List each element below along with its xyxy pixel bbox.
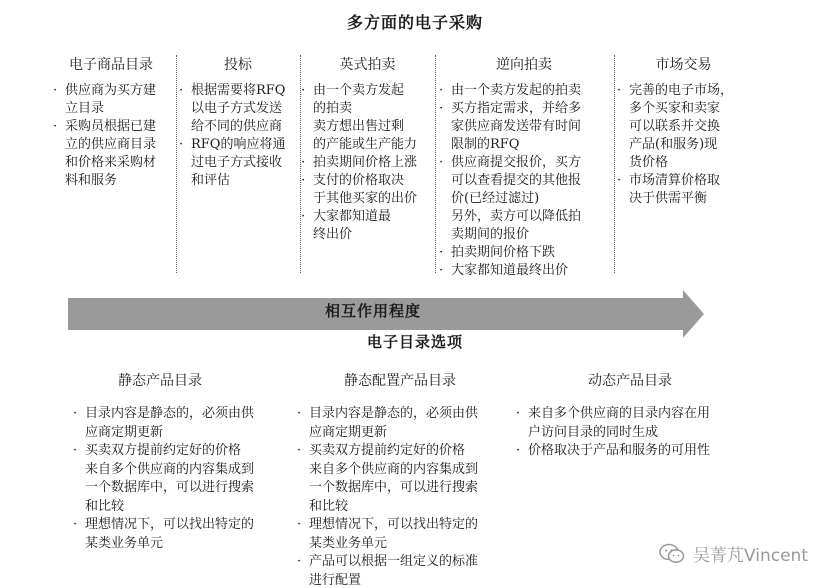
list-item <box>52 82 170 118</box>
list-item <box>300 154 435 172</box>
list-item-line: 卖期间的报价 <box>451 227 530 242</box>
list-item <box>296 553 511 588</box>
list-item <box>438 208 610 244</box>
list-item-line: 来自多个供应商的目录内容在用 <box>528 406 711 421</box>
arrow-label: 相互作用程度 <box>324 302 421 320</box>
bullet-icon: · <box>297 406 302 421</box>
list-item-line: 市场清算价格取 <box>629 173 721 188</box>
list-item-line: 大家都知道最 <box>313 209 392 224</box>
list-item <box>178 136 298 190</box>
list-item-line: 来自多个供应商的内容集成到 <box>309 461 479 477</box>
list-item-line: 产品可以根据一组定义的标准 <box>309 554 479 569</box>
column-english-auction <box>300 56 435 244</box>
bullet-icon: · <box>516 406 521 421</box>
column-heading: 投标 <box>224 57 252 73</box>
list-item <box>616 82 751 172</box>
column-market-exchange <box>616 56 751 208</box>
list-item-line: 理想情况下，可以找出特定的 <box>85 517 255 532</box>
list-item-line: 可以查看提交的其他报 <box>451 173 582 188</box>
watermark-text: 吴菁芃Vincent <box>693 546 808 566</box>
list-item-line: 立的供应商目录 <box>65 137 157 152</box>
list-item-line: 货价格 <box>629 155 669 170</box>
list-item-line: 拍卖期间价格上涨 <box>313 155 418 170</box>
bullet-icon: · <box>297 517 302 532</box>
list-item <box>178 82 298 136</box>
list-item <box>296 442 511 516</box>
list-item <box>300 118 435 154</box>
list-item-line: 另外，卖方可以降低拍 <box>451 209 582 224</box>
column-divider <box>435 55 436 273</box>
list-item-line: 应商定期更新 <box>309 424 388 440</box>
list-item <box>438 100 610 154</box>
column-body <box>300 82 435 244</box>
bottom-column-static <box>72 405 287 553</box>
bullet-icon: · <box>301 209 306 224</box>
list-item-line: 来自多个供应商的内容集成到 <box>85 461 255 477</box>
list-item-line: 户访问目录的同时生成 <box>528 424 659 440</box>
bullet-icon: · <box>73 517 78 532</box>
column-divider <box>614 55 615 273</box>
list-item-line: 可以联系并交换 <box>629 119 721 134</box>
bottom-column-static-config <box>296 405 511 588</box>
list-item <box>72 405 287 442</box>
list-item-line: 价(已经过滤过) <box>451 191 540 206</box>
list-item-line: 支付的价格取决 <box>313 173 405 188</box>
column-body <box>52 82 170 190</box>
bullet-icon: · <box>439 83 444 98</box>
list-item-line: 某类业务单元 <box>85 535 164 551</box>
bullet-icon: · <box>617 173 622 188</box>
bullet-icon: · <box>179 137 184 152</box>
list-item-line: 的产能或生产能力 <box>313 137 418 152</box>
list-item-line: 和比较 <box>309 498 349 514</box>
bullet-icon: · <box>439 155 444 170</box>
list-item-line: 决于供需平衡 <box>629 191 708 206</box>
list-item <box>616 172 751 208</box>
bullet-icon: · <box>439 101 444 116</box>
list-item-line: 买卖双方提前约定好的价格 <box>309 443 466 458</box>
list-item <box>72 516 287 553</box>
list-item-line: 产品(和服务)现 <box>629 137 718 152</box>
list-item <box>515 442 755 461</box>
list-item <box>52 118 170 190</box>
catalog-options-title: 电子目录选项 <box>366 333 463 351</box>
list-item-line: 完善的电子市场， <box>629 83 734 98</box>
list-item <box>300 208 435 244</box>
list-item-line: 给不同的供应商 <box>191 119 283 134</box>
column-reverse-auction <box>438 56 610 280</box>
list-item-line: 买方指定需求，并给多 <box>451 101 582 116</box>
column-catalog <box>52 56 170 190</box>
list-item-line: 由一个卖方发起 <box>313 83 405 98</box>
bullet-icon: · <box>516 443 521 458</box>
list-item <box>438 262 610 280</box>
list-item-line: 某类业务单元 <box>309 535 388 551</box>
column-heading: 市场交易 <box>655 57 712 73</box>
list-item <box>296 516 511 553</box>
bottom-heading-dynamic: 动态产品目录 <box>588 373 672 389</box>
list-item <box>300 172 435 208</box>
list-item-line: 目录内容是静态的，必须由供 <box>309 406 479 421</box>
list-item-line: 家供应商发送带有时间 <box>451 119 582 134</box>
list-item <box>72 442 287 516</box>
column-heading: 逆向拍卖 <box>496 57 552 73</box>
list-item-line: 供应商为买方建 <box>65 83 157 98</box>
list-item-line: 供应商提交报价，买方 <box>451 155 582 170</box>
list-item-line: 根据需要将RFQ <box>191 83 286 98</box>
list-item-line: 限制的RFQ <box>451 137 520 152</box>
column-heading: 电子商品目录 <box>69 57 153 73</box>
list-item-line: 的拍卖 <box>313 101 353 116</box>
list-item-line: 卖方想出售过剩 <box>313 119 405 134</box>
list-item <box>296 405 511 442</box>
list-item-line: 和价格来采购材 <box>65 155 157 170</box>
list-item <box>438 82 610 100</box>
list-item-line: 终出价 <box>313 227 353 242</box>
bullet-icon: · <box>439 263 444 278</box>
watermark <box>659 541 808 566</box>
bullet-icon: · <box>73 443 78 458</box>
bottom-column-dynamic <box>515 405 755 461</box>
bullet-icon: · <box>301 173 306 188</box>
list-item-line: 料和服务 <box>65 173 118 188</box>
list-item-line: 应商定期更新 <box>85 424 164 440</box>
list-item-line: 大家都知道最终出价 <box>451 263 569 278</box>
bullet-icon: · <box>617 83 622 98</box>
list-item-line: 进行配置 <box>309 572 362 588</box>
list-item-line: 价格取决于产品和服务的可用性 <box>528 443 711 458</box>
bullet-icon: · <box>301 155 306 170</box>
bullet-icon: · <box>53 83 58 98</box>
list-item-line: 和比较 <box>85 498 125 514</box>
bullet-icon: · <box>179 83 184 98</box>
bottom-heading-static-config: 静态配置产品目录 <box>344 373 456 389</box>
column-body <box>438 82 610 280</box>
list-item-line: 以电子方式发送 <box>191 101 283 116</box>
list-item-line: 采购员根据已建 <box>65 119 157 134</box>
list-item-line: 立目录 <box>65 101 105 116</box>
list-item-line: 于其他买家的出价 <box>313 191 418 206</box>
list-item-line: 多个买家和卖家 <box>629 101 721 116</box>
column-tender <box>178 56 298 190</box>
list-item-line: 由一个卖方发起的拍卖 <box>451 83 582 98</box>
bullet-icon: · <box>73 406 78 421</box>
list-item <box>438 244 610 262</box>
list-item-line: 理想情况下，可以找出特定的 <box>309 517 479 532</box>
column-body <box>178 82 298 190</box>
bullet-icon: · <box>297 443 302 458</box>
diagram-title: 多方面的电子采购 <box>346 13 483 32</box>
bullet-icon: · <box>53 119 58 134</box>
list-item-line: 过电子方式接收 <box>191 155 283 170</box>
bullet-icon: · <box>297 554 302 569</box>
list-item-line: 一个数据库中，可以进行搜索 <box>309 480 479 495</box>
list-item-line: RFQ的响应将通 <box>191 137 286 152</box>
list-item <box>438 154 610 208</box>
wechat-icon <box>659 543 685 565</box>
list-item <box>515 405 755 442</box>
bullet-icon: · <box>439 245 444 260</box>
list-item <box>300 82 435 118</box>
list-item-line: 拍卖期间价格下跌 <box>451 245 556 260</box>
list-item-line: 目录内容是静态的，必须由供 <box>85 406 255 421</box>
column-heading: 英式拍卖 <box>339 57 396 73</box>
list-item-line: 买卖双方提前约定好的价格 <box>85 443 242 458</box>
bullet-icon: · <box>301 83 306 98</box>
list-item-line: 一个数据库中，可以进行搜索 <box>85 480 255 495</box>
column-body <box>616 82 751 208</box>
column-divider <box>176 55 177 273</box>
list-item-line: 和评估 <box>191 173 231 188</box>
bottom-heading-static: 静态产品目录 <box>118 373 202 389</box>
